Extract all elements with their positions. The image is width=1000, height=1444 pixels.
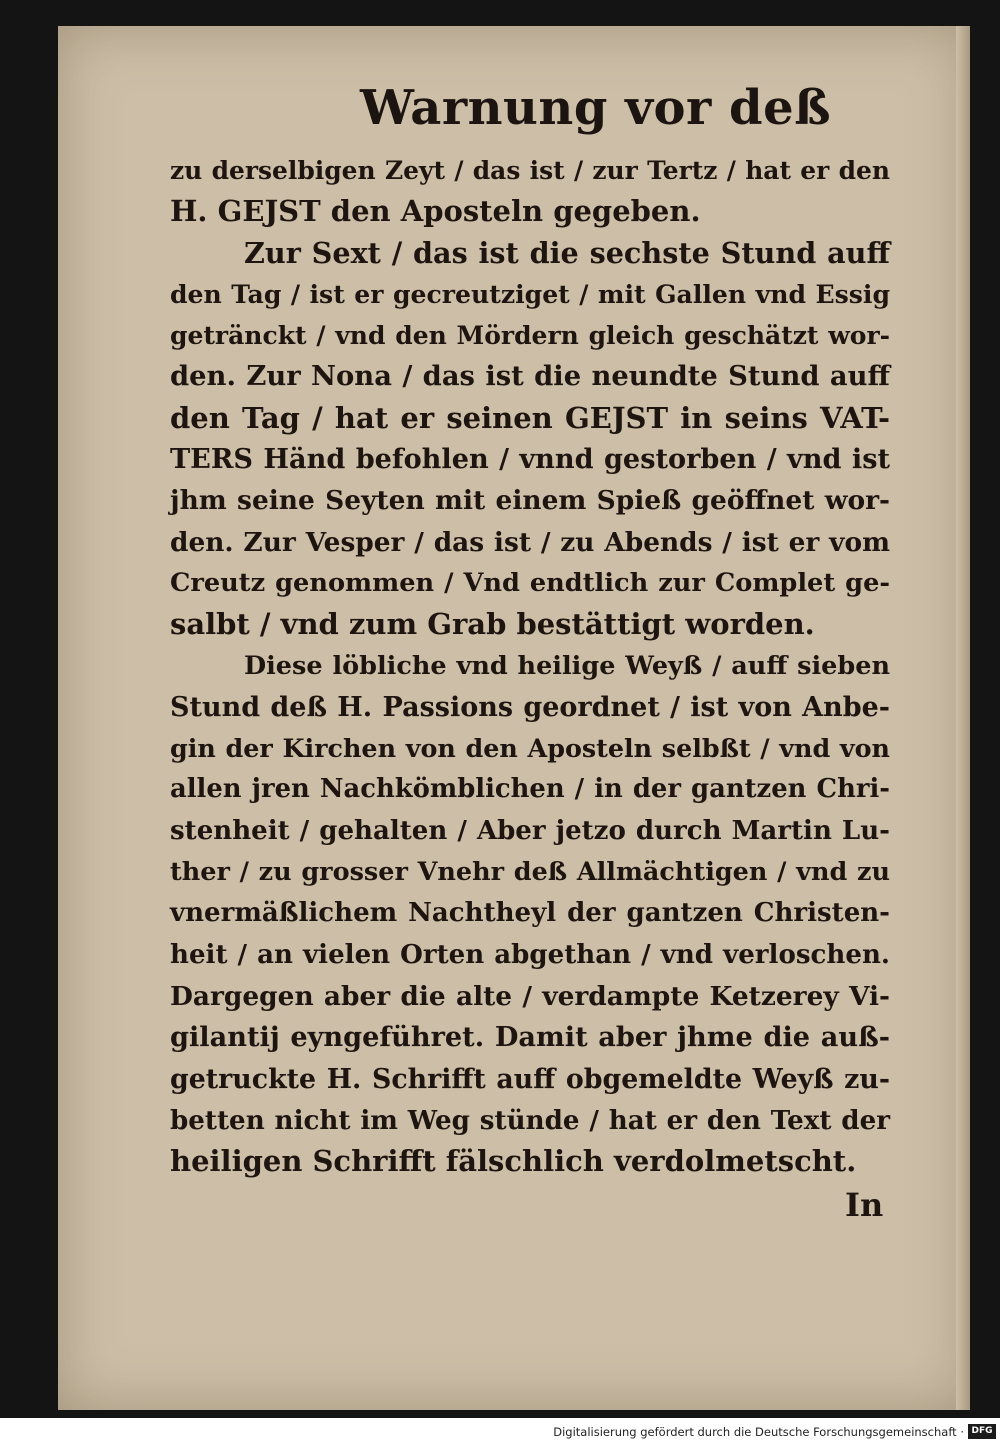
text-line: ther / zu grosser Vnehr deß Allmächtigen / vnd zu (170, 857, 890, 888)
text-line: getruckte H. Schrifft auff obgemeldte Weyß zu- (170, 1063, 890, 1095)
text-line: Stund deß H. Passions geordnet / ist von Anbe- (170, 691, 890, 723)
footer-bar (0, 1422, 1000, 1444)
text-line: getränckt / vnd den Mördern gleich geschätzt wor- (170, 321, 890, 351)
text-line: betten nicht im Weg stünde / hat er den Text der (170, 1104, 890, 1136)
text-line: H. GEJST den Aposteln gegeben. (170, 194, 701, 229)
text-line: heiligen Schrifft fälschlich verdolmetscht. (170, 1144, 857, 1179)
text-line: heit / an vielen Orten abgethan / vnd verloschen. (170, 939, 890, 970)
text-line: den Tag / ist er gecreutziget / mit Gallen vnd Essig (170, 278, 890, 309)
text-line: Dargegen aber die alte / verdampte Ketzerey Vi- (170, 980, 890, 1012)
text-line: den. Zur Nona / das ist die neundte Stund auff (170, 360, 890, 393)
text-line: vnermäßlichem Nachtheyl der gantzen Christen- (170, 898, 890, 929)
running-head: Warnung vor deß (360, 80, 832, 136)
catchword: In (845, 1186, 884, 1224)
text-line: TERS Händ befohlen / vnnd gestorben / vnd ist (170, 444, 890, 476)
dfg-logo: DFG (968, 1424, 996, 1439)
text-line: gin der Kirchen von den Aposteln selbßt / vnd von (170, 733, 890, 764)
text-line: Zur Sext / das ist die sechste Stund auff (244, 235, 890, 270)
text-line: jhm seine Seyten mit einem Spieß geöffnet wor- (170, 485, 890, 517)
text-line: den Tag / hat er seinen GEJST in seins VAT- (170, 400, 890, 435)
text-line: gilantij eyngeführet. Damit aber jhme die auß- (170, 1021, 890, 1054)
text-line: den. Zur Vesper / das ist / zu Abends / ist er vom (170, 526, 890, 558)
text-line: allen jren Nachkömblichen / in der gantzen Chri- (170, 774, 890, 805)
funding-credit: Digitalisierung gefördert durch die Deutsche Forschungsgemeinschaft · (553, 1425, 964, 1439)
text-line: Creutz genommen / Vnd endtlich zur Complet ge- (170, 567, 890, 598)
text-line: stenheit / gehalten / Aber jetzo durch Martin Lu- (170, 815, 890, 846)
body-text (170, 150, 890, 1182)
page-edge (956, 26, 970, 1410)
text-line: zu derselbigen Zeyt / das ist / zur Tertz / hat er den (170, 156, 890, 185)
text-line: Diese löbliche vnd heilige Weyß / auff sieben (244, 650, 890, 681)
text-line: salbt / vnd zum Grab bestättigt worden. (170, 607, 815, 642)
